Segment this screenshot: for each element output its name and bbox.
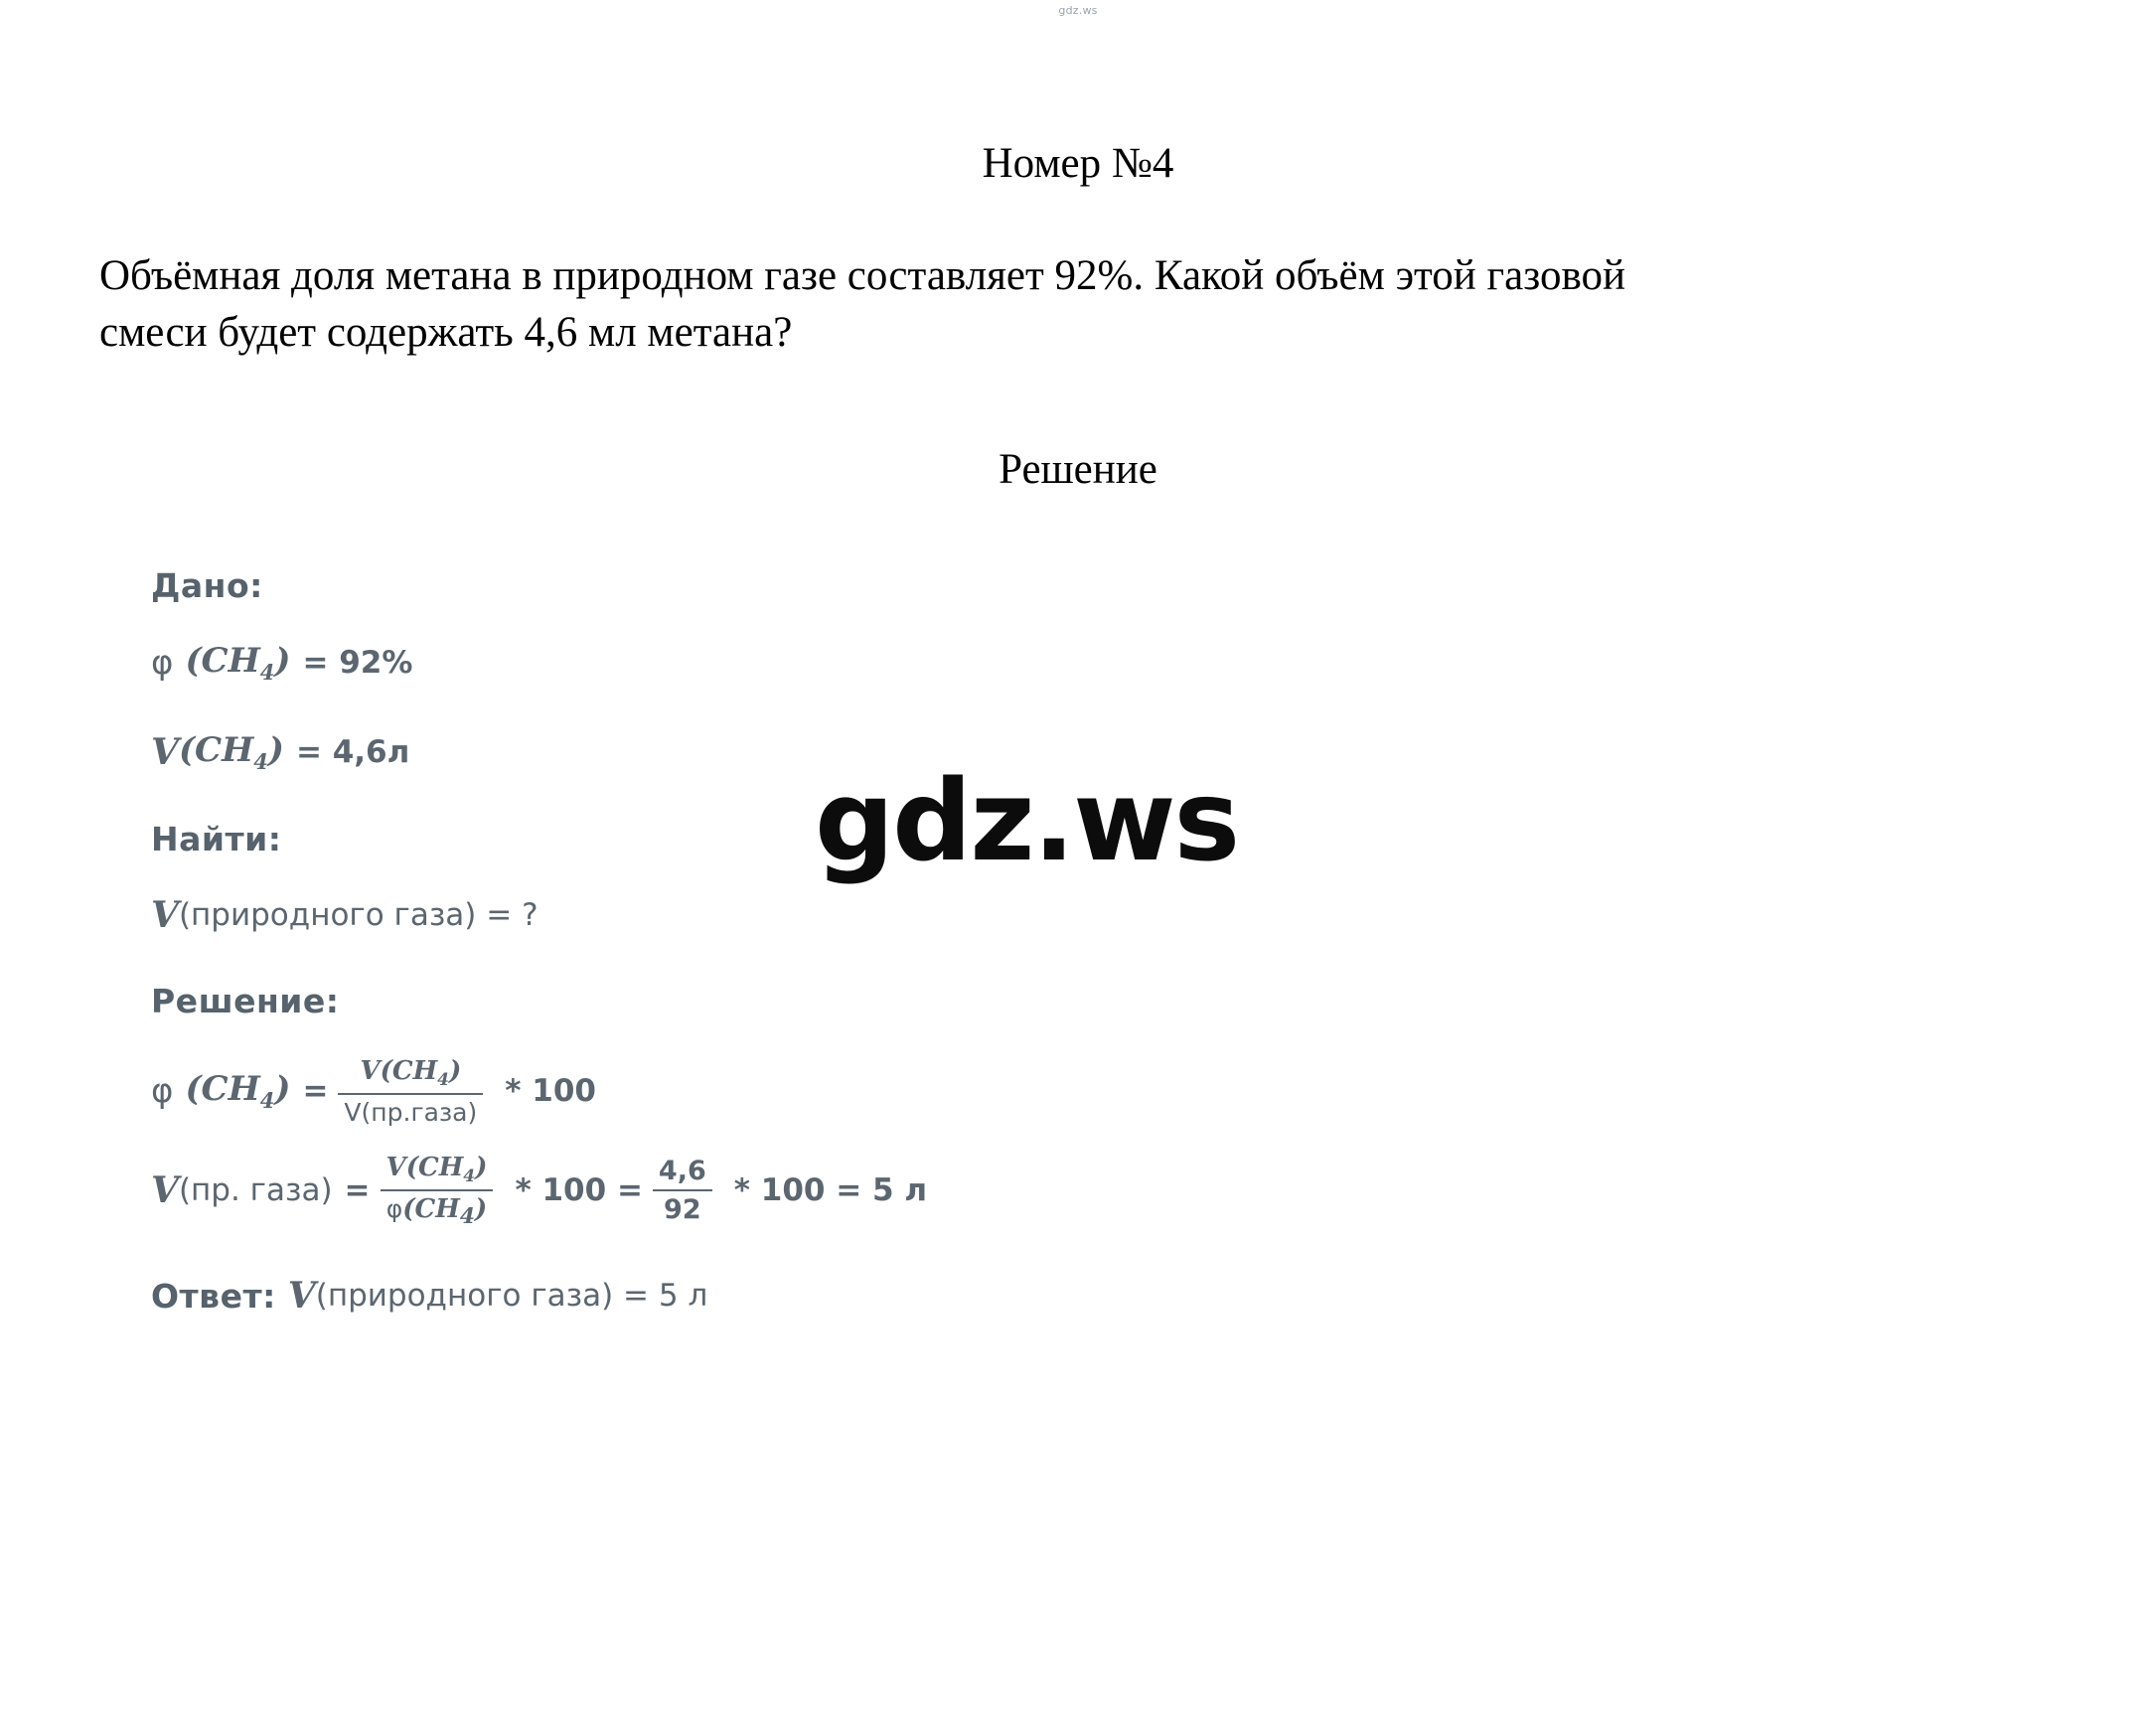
phi-symbol: φ [151, 1071, 174, 1112]
fraction-denominator: $\varphi(CH_4)$ [385, 1193, 488, 1230]
formula-line-2 [151, 1153, 1443, 1229]
answer-line [151, 1275, 1443, 1317]
fraction-2 [381, 1153, 494, 1229]
formula-line-1 [151, 1056, 1443, 1127]
fraction-numerator: $V(CH_4)$ [360, 1055, 462, 1090]
page-title: Номер №4 [982, 140, 1174, 187]
solve-label: Решение: [151, 981, 340, 1020]
formula-1-tail: * 100 [505, 1073, 596, 1110]
given-line-2 [151, 730, 1443, 774]
find-label: Найти: [151, 819, 282, 858]
methane-formula: $(CH_4)$ [185, 641, 291, 685]
solution-scan-block [151, 566, 1443, 1317]
center-watermark: gdz.ws [815, 757, 1239, 886]
find-line [151, 894, 1443, 936]
given-value-1: = 92% [302, 644, 413, 681]
gas-label: (пр. газа) [178, 1172, 333, 1209]
answer-value: (природного газа) = 5 л [315, 1278, 708, 1315]
fraction-3 [653, 1156, 712, 1225]
formula-2-mid: * 100 = [515, 1172, 643, 1209]
given-line-1 [151, 641, 1443, 685]
equals-sign: = [302, 1073, 329, 1110]
formula-2-tail: * 100 = 5 л [733, 1172, 928, 1209]
fraction-denominator: 92 [664, 1194, 701, 1226]
volume-symbol: V [151, 1169, 179, 1212]
find-expression: (природного газа) = ? [178, 896, 539, 933]
equals-sign: = [344, 1172, 371, 1209]
given-value-2: = 4,6л [295, 733, 410, 770]
volume-symbol: V [151, 730, 179, 773]
task-statement: Объёмная доля метана в природном газе составляет 92%. Какой объём этой газовой смеси будет содержать 4,6 мл метана? [99, 252, 1626, 356]
fraction-numerator: $V(CH_4)$ [385, 1152, 488, 1186]
fraction-1 [338, 1056, 483, 1127]
fraction-denominator: V(пр.газа) [344, 1097, 478, 1127]
volume-symbol: V [151, 893, 179, 936]
volume-symbol: V [287, 1275, 316, 1318]
methane-formula: $(CH_4)$ [185, 1069, 291, 1114]
answer-label: Ответ: [151, 1276, 276, 1316]
methane-formula: $(CH_4)$ [178, 729, 284, 774]
phi-symbol: φ [151, 642, 174, 683]
solution-heading: Решение [999, 446, 1157, 493]
given-label: Дано: [151, 566, 263, 605]
fraction-numerator: 4,6 [658, 1156, 706, 1187]
top-watermark: gdz.ws [1058, 4, 1098, 17]
